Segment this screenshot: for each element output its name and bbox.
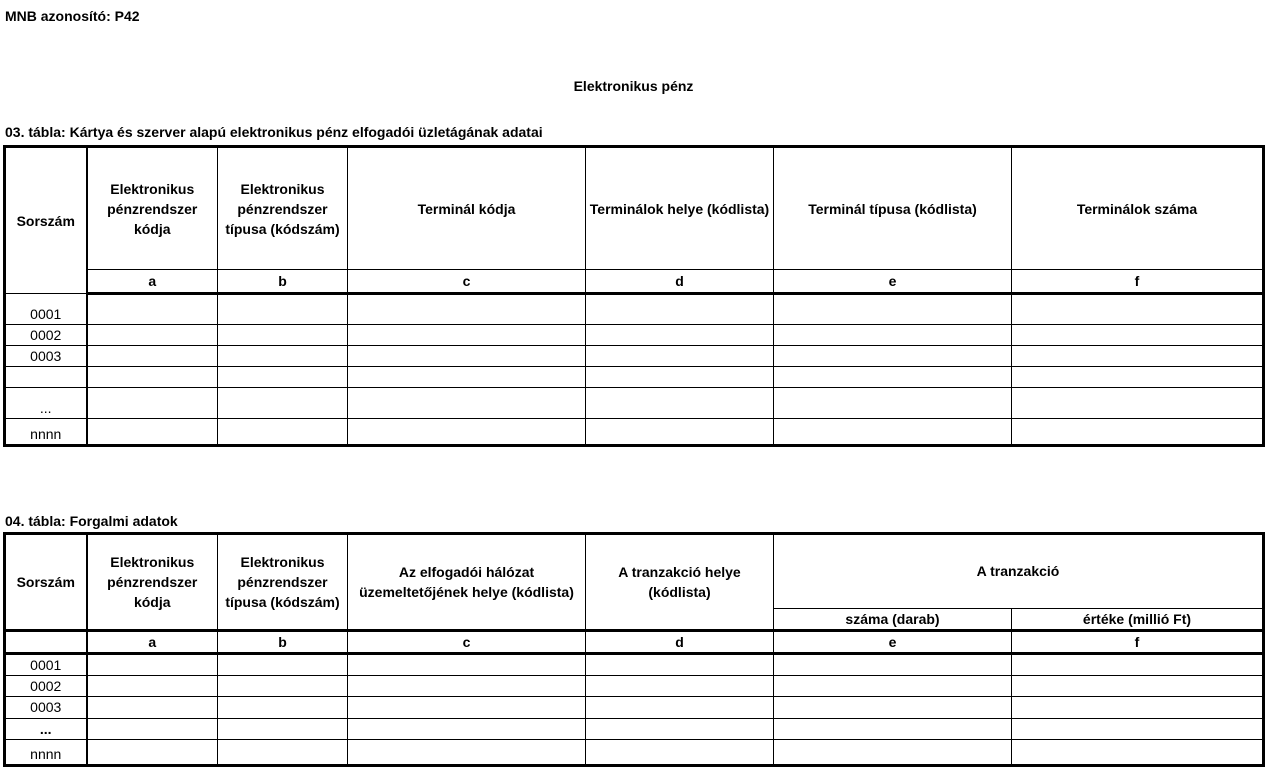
t4-letter-c: c [348,630,586,653]
row-number: nnnn [5,739,87,765]
data-cell[interactable] [774,654,1012,676]
data-cell[interactable] [87,418,218,445]
data-cell[interactable] [87,697,218,718]
data-cell[interactable] [218,697,348,718]
t4-subcol-header-f: értéke (millió Ft) [1012,608,1264,630]
table-row [5,367,1264,388]
t4-col-header-a: Elektronikus pénzrendszer kódja [87,534,218,631]
data-cell[interactable] [218,324,348,345]
t3-col-header-b: Elektronikus pénzrendszer típusa (kódszám) [218,147,348,270]
data-cell[interactable] [218,718,348,739]
row-number: ... [5,388,87,418]
data-cell[interactable] [586,388,774,418]
t3-col-header-f: Terminálok száma [1012,147,1264,270]
data-cell[interactable] [218,676,348,697]
data-cell[interactable] [218,367,348,388]
table4 [3,532,1265,767]
table-row [5,676,1264,697]
t3-col-header-c: Terminál kódja [348,147,586,270]
table-row [5,418,1264,445]
data-cell[interactable] [1012,294,1264,324]
data-cell[interactable] [1012,718,1264,739]
data-cell[interactable] [348,367,586,388]
table4-title: 04. tábla: Forgalmi adatok [5,513,178,529]
data-cell[interactable] [586,654,774,676]
row-number: 0001 [5,294,87,324]
data-cell[interactable] [1012,676,1264,697]
data-cell[interactable] [774,324,1012,345]
data-cell[interactable] [87,739,218,765]
data-cell[interactable] [348,388,586,418]
table-row [5,739,1264,765]
data-cell[interactable] [348,345,586,366]
t3-letter-d: d [586,270,774,294]
data-cell[interactable] [87,324,218,345]
t4-col-header-d: A tranzakció helye (kódlista) [586,534,774,631]
row-number: 0003 [5,345,87,366]
data-cell[interactable] [348,654,586,676]
data-cell[interactable] [774,345,1012,366]
data-cell[interactable] [348,718,586,739]
t4-letter-b: b [218,630,348,653]
data-cell[interactable] [1012,739,1264,765]
row-number: 0002 [5,676,87,697]
data-cell[interactable] [774,718,1012,739]
data-cell[interactable] [1012,418,1264,445]
data-cell[interactable] [87,654,218,676]
table3-title: 03. tábla: Kártya és szerver alapú elektronikus pénz elfogadói üzletágának adatai [5,124,543,140]
t4-letter-e: e [774,630,1012,653]
table-row [5,294,1264,324]
table-row [5,324,1264,345]
data-cell[interactable] [774,367,1012,388]
mnb-id: MNB azonosító: P42 [5,8,140,24]
data-cell[interactable] [218,345,348,366]
data-cell[interactable] [774,676,1012,697]
data-cell[interactable] [1012,388,1264,418]
row-number: nnnn [5,418,87,445]
data-cell[interactable] [774,697,1012,718]
row-number [5,367,87,388]
data-cell[interactable] [586,718,774,739]
t3-letter-e: e [774,270,1012,294]
data-cell[interactable] [348,697,586,718]
data-cell[interactable] [87,294,218,324]
t4-col-header-b: Elektronikus pénzrendszer típusa (kódszám) [218,534,348,631]
t3-letter-f: f [1012,270,1264,294]
data-cell[interactable] [1012,345,1264,366]
t4-subcol-header-e: száma (darab) [774,608,1012,630]
data-cell[interactable] [586,324,774,345]
data-cell[interactable] [774,418,1012,445]
t3-sorszam-header: Sorszám [5,147,87,294]
data-cell[interactable] [586,739,774,765]
t4-col-header-c: Az elfogadói hálózat üzemeltetőjének helye (kódlista) [348,534,586,631]
data-cell[interactable] [218,739,348,765]
data-cell[interactable] [1012,324,1264,345]
data-cell[interactable] [348,324,586,345]
data-cell[interactable] [586,418,774,445]
data-cell[interactable] [1012,654,1264,676]
t3-col-header-a: Elektronikus pénzrendszer kódja [87,147,218,270]
table-row [5,345,1264,366]
data-cell[interactable] [87,367,218,388]
data-cell[interactable] [218,294,348,324]
row-number: 0002 [5,324,87,345]
data-cell[interactable] [87,676,218,697]
t3-letter-c: c [348,270,586,294]
t3-col-header-d: Terminálok helye (kódlista) [586,147,774,270]
data-cell[interactable] [348,739,586,765]
data-cell[interactable] [218,388,348,418]
table-row [5,697,1264,718]
t3-letter-b: b [218,270,348,294]
table-row [5,388,1264,418]
data-cell[interactable] [586,294,774,324]
data-cell[interactable] [774,739,1012,765]
data-cell[interactable] [87,388,218,418]
t4-sorszam-header: Sorszám [5,534,87,631]
data-cell[interactable] [774,388,1012,418]
data-cell[interactable] [586,345,774,366]
t4-letter-d: d [586,630,774,653]
data-cell[interactable] [774,294,1012,324]
table3 [3,145,1265,447]
t3-letter-a: a [87,270,218,294]
row-number: 0001 [5,654,87,676]
data-cell[interactable] [348,676,586,697]
data-cell[interactable] [87,718,218,739]
t4-group-header: A tranzakció [774,534,1264,609]
data-cell[interactable] [586,697,774,718]
data-cell[interactable] [218,418,348,445]
t3-col-header-e: Terminál típusa (kódlista) [774,147,1012,270]
data-cell[interactable] [1012,367,1264,388]
data-cell[interactable] [586,676,774,697]
row-number: 0003 [5,697,87,718]
data-cell[interactable] [87,345,218,366]
data-cell[interactable] [348,294,586,324]
t4-letter-f: f [1012,630,1264,653]
row-number: ... [5,718,87,739]
data-cell[interactable] [1012,697,1264,718]
table-row [5,718,1264,739]
t4-letter-a: a [87,630,218,653]
page-title: Elektronikus pénz [573,78,694,94]
table-row [5,654,1264,676]
data-cell[interactable] [586,367,774,388]
data-cell[interactable] [348,418,586,445]
data-cell[interactable] [218,654,348,676]
